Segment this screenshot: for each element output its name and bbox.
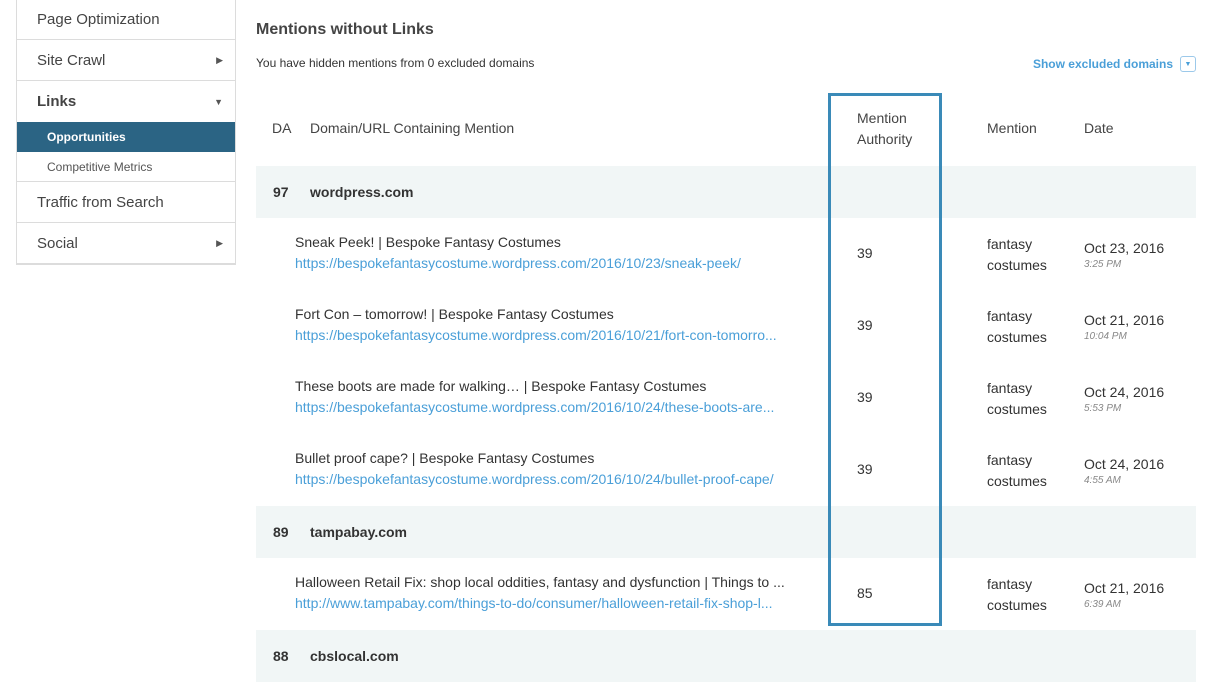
mention-text <box>987 306 1077 348</box>
mention-text-line2: costumes <box>987 401 1047 417</box>
sidebar-item-label: Traffic from Search <box>37 193 164 211</box>
mention-authority-value: 85 <box>857 585 873 601</box>
domain-group-row[interactable] <box>256 166 1196 218</box>
mention-text-line1: fantasy <box>987 576 1033 592</box>
mention-authority-value: 39 <box>857 461 873 477</box>
sidebar-item-label: Site Crawl <box>37 51 106 69</box>
mention-text <box>987 574 1077 616</box>
mention-authority-value: 39 <box>857 317 873 333</box>
header-mention[interactable]: Mention <box>987 120 1037 136</box>
domain-group-row[interactable] <box>256 630 1196 682</box>
mention-url-link[interactable]: https://bespokefantasycostume.wordpress.com/2016/10/24/these-boots-are... <box>295 399 775 415</box>
mention-row <box>256 558 1196 630</box>
chevron-down-icon: ▼ <box>214 96 223 107</box>
mention-date: Oct 24, 2016 <box>1084 456 1165 472</box>
mention-text-line1: fantasy <box>987 308 1033 324</box>
mention-date: Oct 21, 2016 <box>1084 580 1165 596</box>
mention-time: 5:53 PM <box>1084 403 1122 414</box>
mention-date: Oct 21, 2016 <box>1084 312 1165 328</box>
sidebar-subitem-label: Competitive Metrics <box>47 159 153 174</box>
sidebar-item-site-crawl[interactable] <box>17 40 235 81</box>
mention-text-line2: costumes <box>987 473 1047 489</box>
header-authority-line1: Mention <box>857 110 907 126</box>
mention-row <box>256 290 1196 362</box>
hidden-mentions-note: You have hidden mentions from 0 excluded domains <box>256 56 535 70</box>
mention-url-link[interactable]: https://bespokefantasycostume.wordpress.com/2016/10/24/bullet-proof-cape/ <box>295 471 774 487</box>
domain-name: tampabay.com <box>310 524 407 540</box>
header-mention-authority[interactable] <box>857 108 912 150</box>
chevron-right-icon: ▶ <box>216 54 223 65</box>
header-authority-line2: Authority <box>857 131 913 147</box>
sidebar-item-page-optimization[interactable] <box>17 0 235 40</box>
page-title: Mentions without Links <box>256 21 434 38</box>
mention-text-line2: costumes <box>987 257 1047 273</box>
mention-text-line1: fantasy <box>987 236 1033 252</box>
mention-page-title: Fort Con – tomorrow! | Bespoke Fantasy Costumes <box>295 306 614 322</box>
mention-authority-value: 39 <box>857 389 873 405</box>
sidebar-item-label: Page Optimization <box>37 11 160 28</box>
mention-row <box>256 362 1196 434</box>
mention-url-link[interactable]: http://www.tampabay.com/things-to-do/consumer/halloween-retail-fix-shop-l... <box>295 595 773 611</box>
mention-text-line2: costumes <box>987 329 1047 345</box>
dropdown-caret-icon[interactable]: ▼ <box>1180 56 1196 72</box>
mention-text-line1: fantasy <box>987 380 1033 396</box>
mention-time: 3:25 PM <box>1084 259 1122 270</box>
header-da[interactable]: DA <box>272 120 292 136</box>
sidebar-item-label: Links <box>37 93 77 110</box>
chevron-right-icon: ▶ <box>216 237 223 248</box>
domain-name: cbslocal.com <box>310 648 399 664</box>
show-excluded-domains-link[interactable] <box>1033 56 1196 72</box>
sidebar-item-traffic-from-search[interactable] <box>17 182 235 223</box>
mention-text <box>987 234 1077 276</box>
mention-row <box>256 218 1196 290</box>
sidebar-nav <box>16 0 236 265</box>
mention-text <box>987 450 1077 492</box>
mention-text-line1: fantasy <box>987 452 1033 468</box>
sidebar-subitem-opportunities[interactable] <box>17 122 235 152</box>
mention-date: Oct 23, 2016 <box>1084 240 1165 256</box>
mention-text-line2: costumes <box>987 597 1047 613</box>
mention-row <box>256 434 1196 506</box>
mention-page-title: Bullet proof cape? | Bespoke Fantasy Costumes <box>295 450 595 466</box>
header-date[interactable]: Date <box>1084 120 1114 136</box>
mention-time: 10:04 PM <box>1084 331 1127 342</box>
sidebar-item-label: Social <box>37 234 78 252</box>
mention-date: Oct 24, 2016 <box>1084 384 1165 400</box>
mention-page-title: Sneak Peek! | Bespoke Fantasy Costumes <box>295 234 561 250</box>
sidebar-subitem-label: Opportunities <box>47 130 126 144</box>
sidebar-item-social[interactable] <box>17 223 235 264</box>
show-excluded-label: Show excluded domains <box>1032 57 1173 71</box>
domain-name: wordpress.com <box>310 184 414 200</box>
mention-text <box>987 378 1077 420</box>
header-domain[interactable]: Domain/URL Containing Mention <box>310 120 515 136</box>
mention-page-title: Halloween Retail Fix: shop local oddities, fantasy and dysfunction | Things to ... <box>295 574 785 590</box>
sidebar-item-links[interactable] <box>17 81 235 122</box>
domain-group-row[interactable] <box>256 506 1196 558</box>
sidebar-subitem-competitive-metrics[interactable] <box>17 152 235 182</box>
mention-time: 4:55 AM <box>1084 475 1121 486</box>
mention-url-link[interactable]: https://bespokefantasycostume.wordpress.com/2016/10/23/sneak-peek/ <box>295 255 741 271</box>
domain-da: 89 <box>273 524 289 540</box>
mention-page-title: These boots are made for walking… | Bespoke Fantasy Costumes <box>295 378 707 394</box>
mention-url-link[interactable]: https://bespokefantasycostume.wordpress.com/2016/10/21/fort-con-tomorro... <box>295 327 777 343</box>
domain-da: 97 <box>273 184 289 200</box>
mention-authority-value: 39 <box>857 245 873 261</box>
domain-da: 88 <box>273 648 289 664</box>
mention-time: 6:39 AM <box>1084 599 1121 610</box>
